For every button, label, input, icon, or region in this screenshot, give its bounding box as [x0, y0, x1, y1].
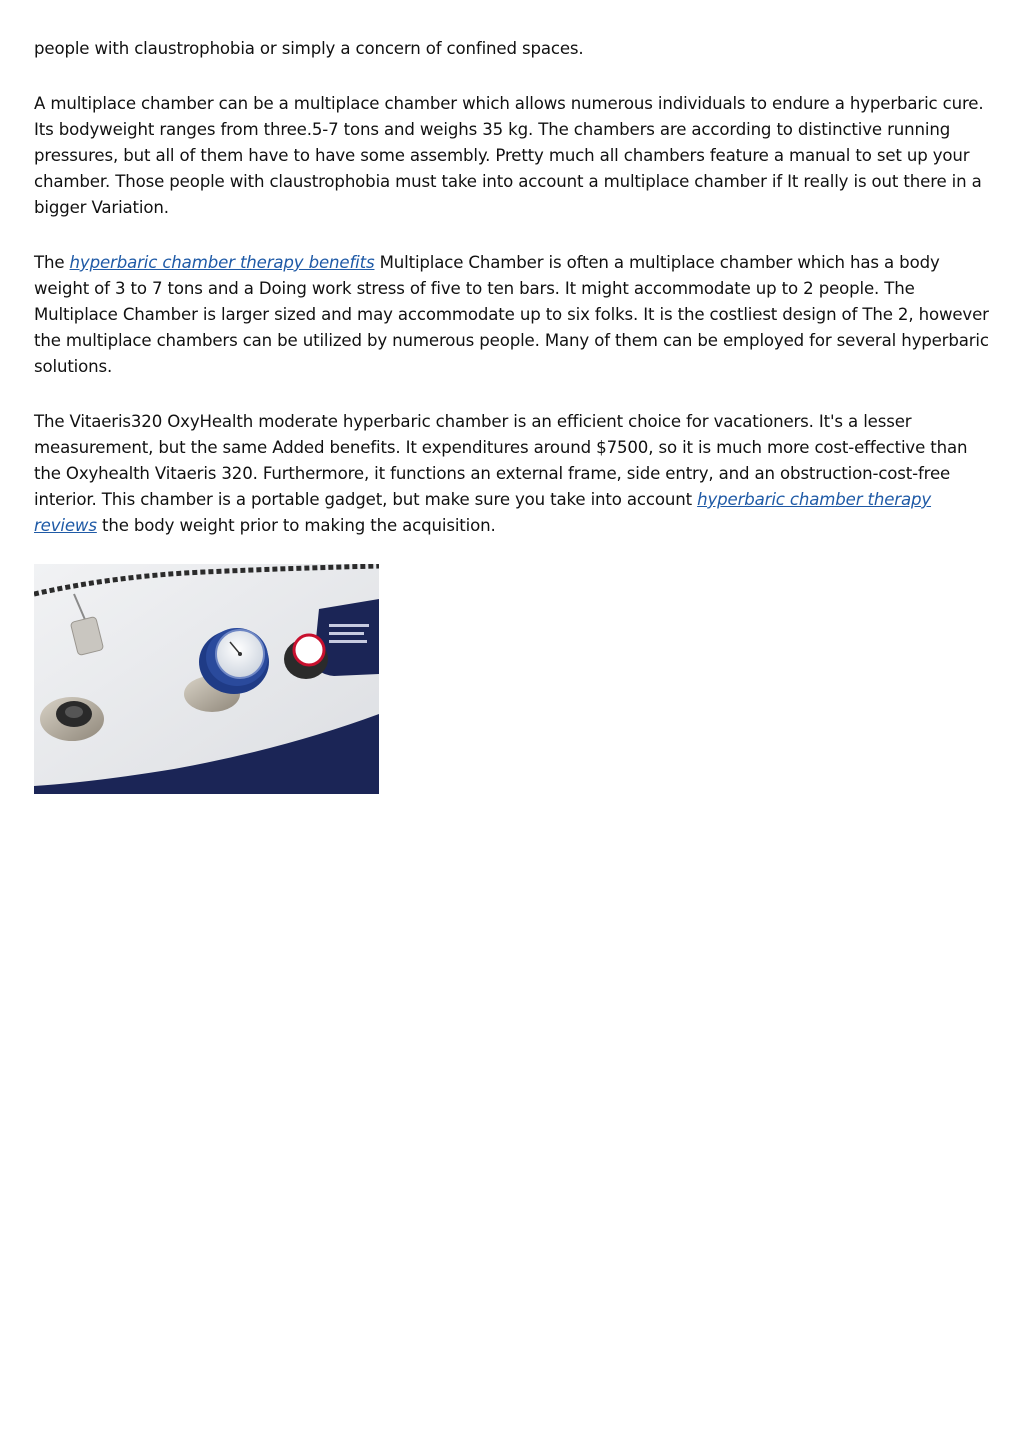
- paragraph-4-rest: the body weight prior to making the acquisition.: [96, 516, 496, 535]
- link-therapy-reviews[interactable]: hyperbaric chamber therapy reviews: [34, 490, 932, 535]
- paragraph-4-lead: The Vitaeris320 OxyHealth moderate hyperbaric chamber is an efficient choice for vacationers. It's a lesser measurement, but the same Added benefits. It expenditures around $7500, so it is much more cost-effective than the Oxyhealth Vitaeris 320. Furthermore, it functions an external frame, side entry, and an obstruction-cost-free interior. This chamber is a portable gadget, but make sure you take into account: [34, 412, 968, 509]
- paragraph-3: [34, 250, 990, 380]
- link-therapy-benefits[interactable]: hyperbaric chamber therapy benefits: [69, 253, 375, 272]
- paragraph-2: A multiplace chamber can be a multiplace chamber which allows numerous individuals to endure a hyperbaric cure. Its bodyweight ranges from three.5-7 tons and weighs 35 kg. The chambers are according to distinctive running pressures, but all of them have to have some assembly. Pretty much all chambers feature a manual to set up your chamber. Those people with claustrophobia must take into account a multiplace chamber if It really is out there in a bigger Variation.: [34, 94, 984, 217]
- paragraph-4: [34, 409, 990, 539]
- chamber-photo: [34, 564, 379, 794]
- paragraph-1: people with claustrophobia or simply a concern of confined spaces.: [34, 39, 584, 58]
- hyperbaric-chamber-gauge-photo-icon: [34, 564, 379, 794]
- paragraph-3-lead: The: [34, 253, 70, 272]
- paragraph-3-rest: Multiplace Chamber is often a multiplace chamber which has a body weight of 3 to 7 tons and a Doing work stress of five to ten bars. It might accommodate up to 2 people. The Multiplace Chamber is larger sized and may accommodate up to six folks. It is the costliest design of The 2, however the multiplace chambers can be utilized by numerous people. Many of them can be employed for several hyperbaric solutions.: [34, 253, 989, 376]
- document-body: [34, 36, 990, 568]
